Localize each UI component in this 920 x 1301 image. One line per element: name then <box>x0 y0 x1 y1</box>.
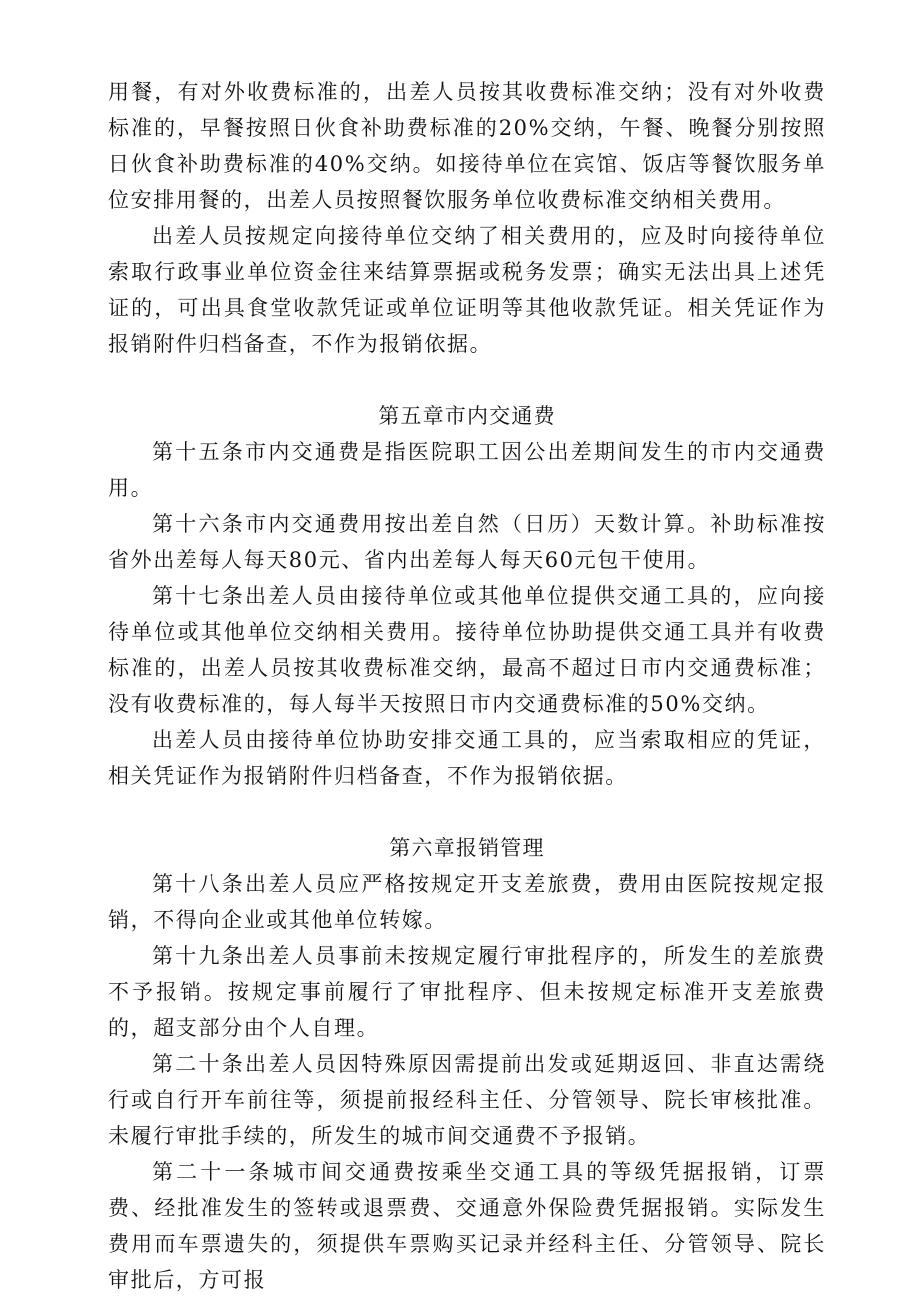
article-16: 第十六条市内交通费用按出差自然（日历）天数计算。补助标准按省外出差每人每天80元、省内出差每人每天60元包干使用。 <box>108 512 826 572</box>
section-spacer <box>108 362 826 398</box>
chapter-title-reimbursement: 第六章报销管理 <box>389 836 545 860</box>
document-page <box>108 74 826 1298</box>
paragraph-transport-receipts: 出差人员由接待单位协助安排交通工具的，应当索取相应的凭证，相关凭证作为报销附件归档备查，不作为报销依据。 <box>108 728 826 788</box>
article-21: 第二十一条城市间交通费按乘坐交通工具的等级凭据报销，订票费、经批准发生的签转或退票费、交通意外保险费凭据报销。实际发生费用而车票遗失的，须提供车票购买记录并经科主任、分管领导、院长审批后，方可报 <box>108 1160 826 1292</box>
article-15: 第十五条市内交通费是指医院职工因公出差期间发生的市内交通费用。 <box>108 440 826 500</box>
article-19: 第十九条出差人员事前未按规定履行审批程序的，所发生的差旅费不予报销。按规定事前履行了审批程序、但未按规定标准开支差旅费的，超支部分由个人自理。 <box>108 944 826 1040</box>
chapter-title-local-transport: 第五章市内交通费 <box>378 404 556 428</box>
article-20: 第二十条出差人员因特殊原因需提前出发或延期返回、非直达需绕行或自行开车前往等，须提前报经科主任、分管领导、院长审核批准。未履行审批手续的，所发生的城市间交通费不予报销。 <box>108 1052 826 1148</box>
section-spacer <box>108 794 826 830</box>
paragraph-receipts: 出差人员按规定向接待单位交纳了相关费用的，应及时向接待单位索取行政事业单位资金往来结算票据或税务发票；确实无法出具上述凭证的，可出具食堂收款凭证或单位证明等其他收款凭证。相关凭证作为报销附件归档备查，不作为报销依据。 <box>108 224 826 356</box>
article-18: 第十八条出差人员应严格按规定开支差旅费，费用由医院按规定报销，不得向企业或其他单位转嫁。 <box>108 872 826 932</box>
article-17: 第十七条出差人员由接待单位或其他单位提供交通工具的，应向接待单位或其他单位交纳相关费用。接待单位协助提供交通工具并有收费标准的，出差人员按其收费标准交纳，最高不超过日市内交通费标准；没有收费标准的，每人每半天按照日市内交通费标准的50%交纳。 <box>108 584 826 716</box>
paragraph-meal-fees: 用餐，有对外收费标准的，出差人员按其收费标准交纳；没有对外收费标准的，早餐按照日伙食补助费标准的20%交纳，午餐、晚餐分别按照日伙食补助费标准的40%交纳。如接待单位在宾馆、饭店等餐饮服务单位安排用餐的，出差人员按照餐饮服务单位收费标准交纳相关费用。 <box>108 80 826 212</box>
